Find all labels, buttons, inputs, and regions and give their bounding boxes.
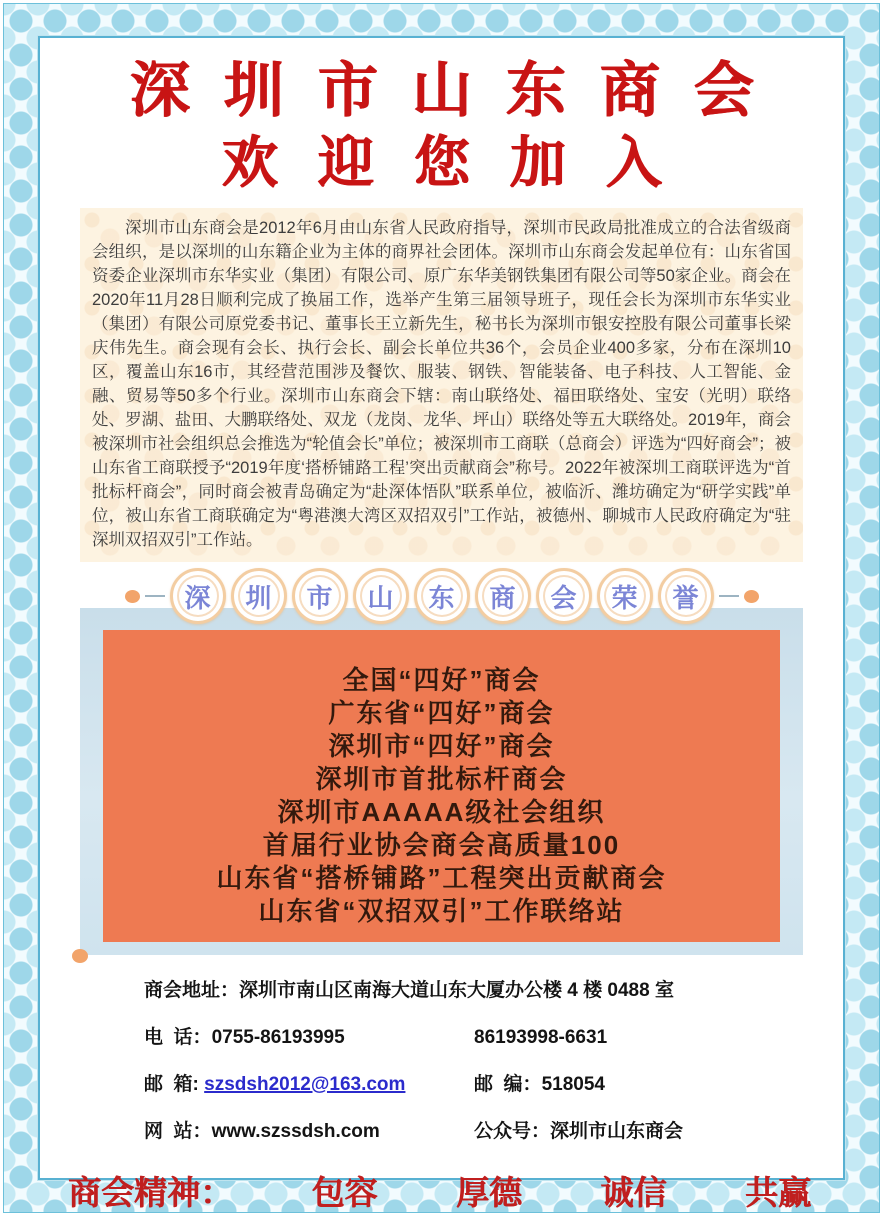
contact-section bbox=[144, 975, 813, 1143]
honor-item: 山东省“双招双引”工作联络站 bbox=[258, 896, 625, 926]
postcode-label: 邮 编： bbox=[474, 1074, 542, 1095]
honor-item: 首届行业协会商会高质量100 bbox=[262, 830, 621, 860]
address-label: 商会地址： bbox=[144, 980, 240, 1001]
honor-item: 深圳市AAAAA级社会组织 bbox=[277, 797, 606, 827]
phone-label: 电 话： bbox=[144, 1027, 212, 1048]
spirit-motto bbox=[68, 1167, 811, 1214]
spirit-value: 共赢 bbox=[745, 1173, 811, 1212]
phone1-value: 0755-86193995 bbox=[211, 1027, 345, 1048]
left-dash-icon bbox=[145, 595, 165, 597]
address-value: 深圳市南山区南海大道山东大厦办公楼 4 楼 0488 室 bbox=[239, 980, 674, 1001]
email-label: 邮 箱: bbox=[144, 1074, 205, 1095]
honor-panel bbox=[80, 608, 803, 955]
page-title: 深圳市山东商会 bbox=[129, 56, 788, 126]
honor-header-char: 圳 bbox=[231, 568, 287, 624]
honor-item: 深圳市“四好”商会 bbox=[328, 731, 555, 761]
wechat-label: 公众号： bbox=[474, 1121, 551, 1142]
contact-address-row bbox=[144, 975, 813, 1002]
contact-email-row bbox=[144, 1069, 813, 1096]
spirit-value: 诚信 bbox=[600, 1173, 667, 1212]
left-dot-icon bbox=[125, 590, 140, 603]
intro-paragraph: 深圳市山东商会是2012年6月由山东省人民政府指导，深圳市民政局批准成立的合法省级商会组织，是以深圳的山东籍企业为主体的商界社会团体。深圳市山东商会发起单位有：山东省国资委企业深圳市东华实业（集团）有限公司、原广东华美钢铁集团有限公司等50家企业。商会在2020年11月28日顺利完成了换届工作，选举产生第三届领导班子，现任会长为深圳市东华实业（集团）有限公司原党委书记、董事长王立新先生，秘书长为深圳市银安控股有限公司董事长梁庆伟先生。商会现有会长、执行会长、副会长单位共36个，会员企业400多家，分布在深圳10区，覆盖山东16市，其经营范围涉及餐饮、服装、钢铁、智能装备、电子科技、人工智能、金融、贸易等50多个行业。深圳市山东商会下辖：南山联络处、福田联络处、宝安（光明）联络处、罗湖、盐田、大鹏联络处、双龙（龙岗、龙华、坪山）联络处等五大联络处。2019年，商会被深圳市社会组织总会推选为“轮值会长”单位；被深圳市工商联（总商会）评选为“四好商会”；被山东省工商联授予“2019年度‘搭桥铺路工程’突出贡献商会”称号。2022年被深圳工商联评选为“首批标杆商会”，同时商会被青岛确定为“赴深体悟队”联系单位，被临沂、潍坊确定为“研学实践”单位，被山东省工商联确定为“粤港澳大湾区双招双引”工作站，被德州、聊城市人民政府确定为“驻深圳双招双引”工作站。 bbox=[80, 208, 803, 562]
email-link[interactable]: szsdsh2012@163.com bbox=[204, 1074, 406, 1095]
spirit-value: 厚德 bbox=[456, 1173, 522, 1212]
honor-header-char: 商 bbox=[475, 568, 531, 624]
honor-header-char: 市 bbox=[292, 568, 348, 624]
honor-item: 深圳市首批标杆商会 bbox=[315, 764, 568, 794]
honor-header-char: 东 bbox=[414, 568, 470, 624]
honor-item: 全国“四好”商会 bbox=[342, 665, 541, 695]
poster-content bbox=[38, 36, 845, 1212]
phone2-value: 86193998-6631 bbox=[474, 1027, 608, 1048]
honor-header-char: 荣 bbox=[597, 568, 653, 624]
spirit-label: 商会精神： bbox=[68, 1173, 233, 1212]
contact-website-row bbox=[144, 1116, 813, 1143]
honor-header-char: 会 bbox=[536, 568, 592, 624]
contact-phone-row bbox=[144, 1022, 813, 1049]
honor-header-char: 誉 bbox=[658, 568, 714, 624]
website-label: 网 站： bbox=[144, 1121, 212, 1142]
honor-item: 广东省“四好”商会 bbox=[328, 698, 555, 728]
honor-item: 山东省“搭桥铺路”工程突出贡献商会 bbox=[216, 863, 667, 893]
honor-header-char: 山 bbox=[353, 568, 409, 624]
page-subtitle: 欢迎您加入 bbox=[221, 130, 702, 196]
postcode-value: 518054 bbox=[541, 1074, 605, 1095]
honor-list-box bbox=[103, 630, 780, 942]
website-value: www.szssdsh.com bbox=[211, 1121, 380, 1142]
spirit-value: 包容 bbox=[311, 1173, 378, 1212]
right-dot-icon bbox=[744, 590, 759, 603]
right-dash-icon bbox=[719, 595, 739, 597]
wechat-value: 深圳市山东商会 bbox=[550, 1121, 684, 1142]
honor-section-header bbox=[40, 568, 843, 624]
panel-corner-dot-icon bbox=[72, 949, 88, 963]
honor-header-char: 深 bbox=[170, 568, 226, 624]
